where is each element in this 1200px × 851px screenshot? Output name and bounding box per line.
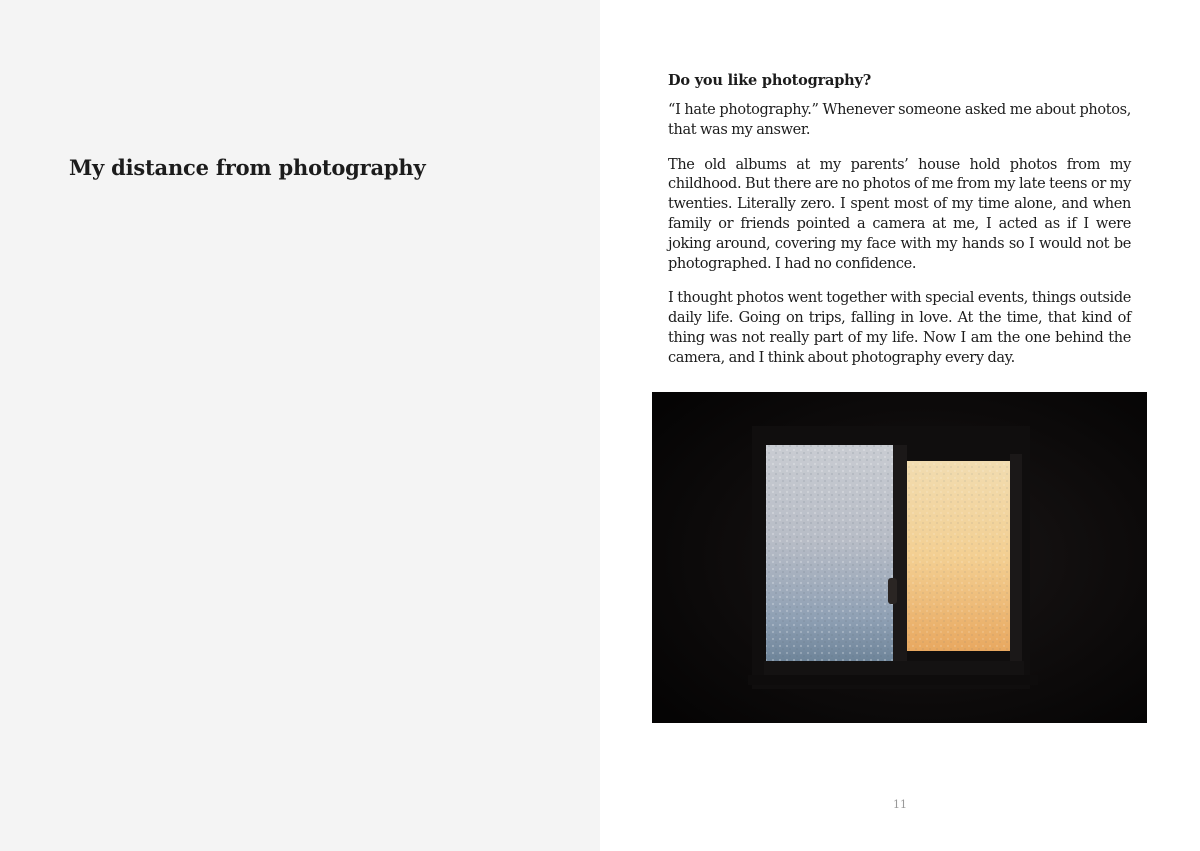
body-text-block: [668, 70, 1131, 384]
window-sash: [893, 445, 907, 667]
page-number: 11: [893, 798, 907, 811]
paragraph-3: I thought photos went together with special events, things outside daily life. Going on trips, falling in love. At the time, that kind of thing was not really part of my life. Now I am the one behind the camera, and I think about photography every day.: [668, 290, 1131, 366]
paragraph-2: The old albums at my parents’ house hold photos from my childhood. But there are no photos of me from my late teens or my twenties. Literally zero. I spent most of my time alone, and when family or friends pointed a camera at me, I acted as if I were joking around, covering my face with my hands so I would not be photographed. I had no confidence.: [668, 156, 1131, 272]
window-latch: [888, 578, 897, 604]
paragraph-1: “I hate photography.” Whenever someone asked me about photos, that was my answer.: [668, 102, 1131, 138]
window-sill: [748, 675, 1038, 685]
section-heading: Do you like photography?: [668, 72, 872, 89]
right-page: [600, 0, 1200, 851]
chapter-title: My distance from photography: [69, 155, 426, 180]
window-photo: [652, 392, 1147, 723]
